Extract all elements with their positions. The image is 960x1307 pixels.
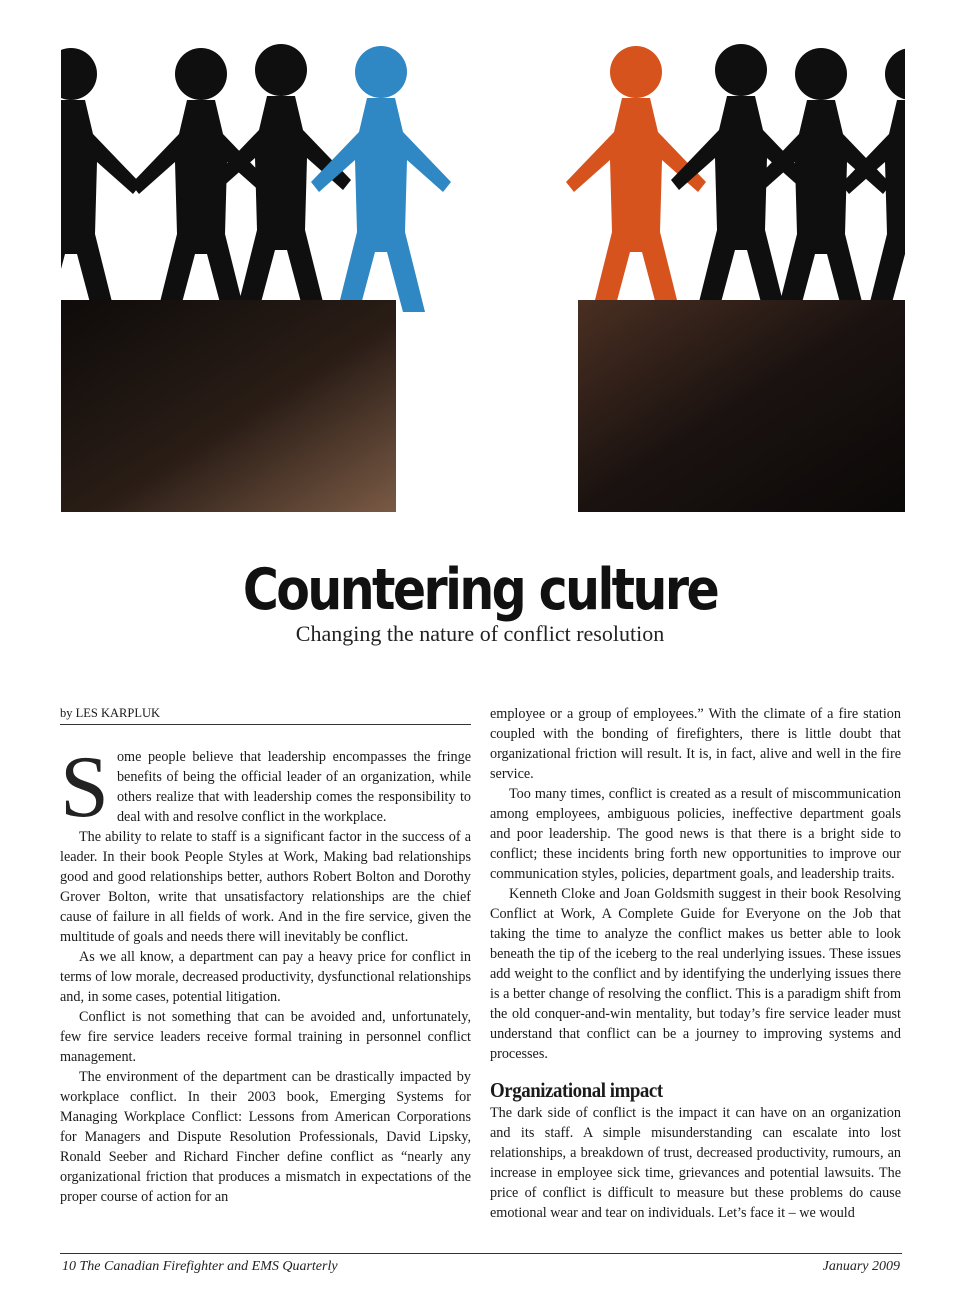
- dropcap: S: [60, 739, 109, 836]
- paragraph: As we all know, a department can pay a heavy price for conflict in terms of low morale, decreased productivity, dysfunctional relationships and, in some cases, potential litigation.: [60, 949, 471, 1005]
- paragraph: The environment of the department can be drastically impacted by workplace conflict. In their 2003 book, Emerging Systems for Managing Workplace Conflict: Lessons from American Corporations for Managers and Dispute Resolution Professionals, David Lipsky, Ronald Seeber and Richard Fincher define conflict as “nearly any organizational friction that produces a mismatch in expectations of the proper course of action for an: [60, 1069, 471, 1205]
- footer-publication: 10 The Canadian Firefighter and EMS Quarterly: [62, 1259, 338, 1274]
- article-subtitle: Changing the nature of conflict resolution: [295, 621, 665, 646]
- paragraph: Some people believe that leadership encompasses the fringe benefits of being the official leader of an organization, while others realize that with leadership comes the responsibility to deal with and resolve conflict in the workplace.: [60, 739, 471, 836]
- paragraph: Too many times, conflict is created as a result of miscommunication among employees, ambiguous policies, ineffective department goals and poor leadership. The good news is that there is a bright side to conflict; these incidents bring forth new opportunities to improve our communication styles, policies, department goals, and leadership traits.: [490, 786, 901, 882]
- paragraph: Conflict is not something that can be avoided and, unfortunately, few fire service leaders receive formal training in personnel conflict management.: [60, 1009, 471, 1065]
- right-column: [490, 704, 901, 1223]
- footer-date: January 2009: [822, 1259, 900, 1274]
- paper-figures-icon: [61, 44, 905, 512]
- paragraph: employee or a group of employees.” With the climate of a fire station coupled with the bonding of firefighters, there is little doubt that organizational friction will result. It is, in fact, alive and well in the fire service.: [490, 706, 901, 782]
- footer-divider: [60, 1253, 902, 1254]
- article-title: Countering culture: [242, 557, 718, 623]
- paragraph: Kenneth Cloke and Joan Goldsmith suggest in their book Resolving Conflict at Work, A Complete Guide for Everyone on the Job that taking the time to analyze the conflict makes us better able to look beneath the tip of the iceberg to the real underlying issues. These issues add weight to the conflict and by identifying the underlying issues there is a better change of resolving the conflict. This is a paradigm shift from the old conquer-and-win mentality, but today’s fire service leader must understand that conflict can be a journey to improving systems and processes.: [490, 886, 901, 1062]
- section-heading: Organizational impact: [490, 1078, 663, 1102]
- byline: by LES KARPLUK: [60, 704, 471, 725]
- paragraph: The dark side of conflict is the impact it can have on an organization and its staff. A simple misunderstanding can escalate into lost relationships, a breakdown of trust, decreased productivity, rumours, an increase in employee sick time, grievances and potential lawsuits. The price of conflict is difficult to measure but these problems do cause emotional wear and tear on individuals. Let’s face it – we would: [490, 1105, 901, 1221]
- title-block: [0, 558, 960, 648]
- paragraph: The ability to relate to staff is a significant factor in the success of a leader. In their book People Styles at Work, Making bad relationships good and good relationships better, authors Robert Bolton and Dorothy Grover Bolton, write that unsatisfactory relationships are the chief cause of failure in all fields of work. And in the fire service, given the multitude of goals and needs there will inevitably be conflict.: [60, 829, 471, 945]
- left-column: [60, 704, 471, 1207]
- hero-image: [61, 44, 905, 512]
